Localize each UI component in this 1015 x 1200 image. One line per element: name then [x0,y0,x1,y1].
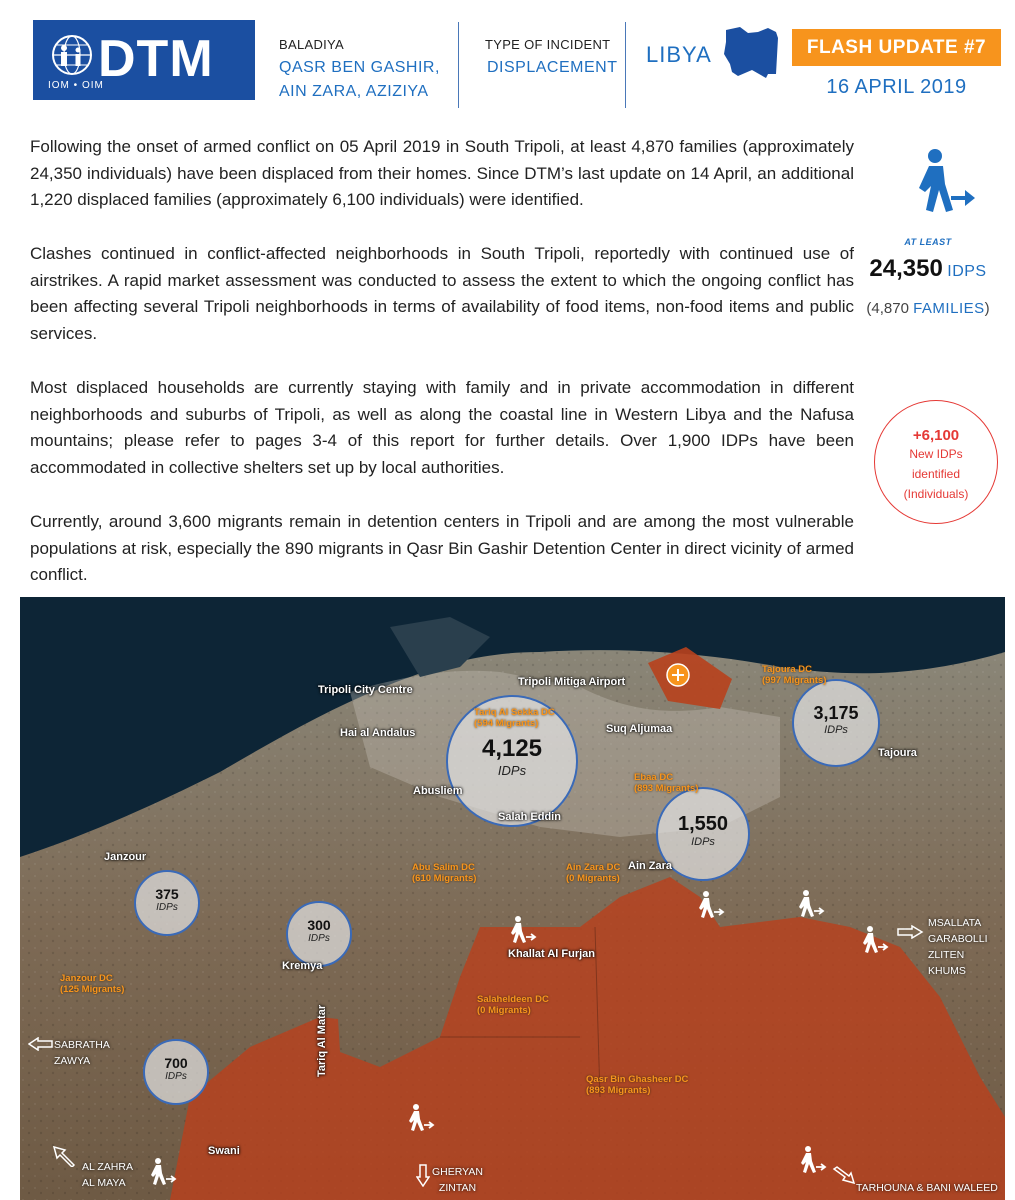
route-destination: AL ZAHRA [82,1161,133,1173]
dc-tajoura [762,664,826,686]
dc-ebaa [634,772,698,794]
dc-migrants: (997 Migrants) [762,675,827,686]
route-southeast-destination: TARHOUNA & BANI WALEED [856,1182,998,1194]
place-salah-eddin: Salah Eddin [498,811,561,823]
route-arrow-west-icon [28,1037,54,1051]
place-tariq-al-matar: Tariq Al Matar [316,1004,328,1077]
new-idps-badge [874,400,998,524]
new-idps-line-3: (Individuals) [903,487,969,501]
route-south-destinations [422,1164,483,1196]
dc-name: Tariq Al Sekka DC [474,707,555,718]
route-destination: ZAWYA [54,1055,91,1067]
bubble-unit: IDPs [497,763,527,778]
route-destination: SABRATHA [54,1039,110,1051]
families-close: ) [984,300,990,317]
families-value: (4,870 [866,300,909,317]
displacement-icon [798,1145,828,1175]
displacement-icon [696,890,726,920]
at-least-label: AT LEAST [904,237,952,247]
dc-janzour [60,973,124,995]
route-arrow-southwest-icon [52,1145,76,1167]
dc-salaheldeen [477,994,549,1016]
bubble-value: 4,125 [481,735,543,762]
place-khallat-al-furjan: Khallat Al Furjan [508,948,595,960]
route-arrow-southeast-icon [832,1165,856,1185]
bubble-value: 1,550 [677,813,729,835]
displacement-icon [860,925,890,955]
dc-tariq-al-sekka [474,707,555,729]
idp-bubble-janzour [134,870,200,936]
displacement-icon [508,915,538,945]
dc-migrants: (893 Migrants) [634,783,699,794]
route-destination: ZINTAN [438,1182,477,1194]
place-swani: Swani [208,1145,240,1157]
dc-migrants: (0 Migrants) [477,1005,531,1016]
header-divider [458,22,459,108]
dc-name: Qasr Bin Ghasheer DC [586,1074,689,1085]
dc-migrants: (610 Migrants) [412,873,477,884]
paragraph-displacement: Following the onset of armed conflict on 05 April 2019 in South Tripoli, at least 4,870 families (approximately 24,350 individuals) have been displaced from their homes. Since DTM’s last update on 14 April, an additional 1,220 displaced families (approximately 6,100 individuals) were identified. [30,137,854,209]
dc-name: Janzour DC [60,973,113,984]
dc-name: Ebaa DC [634,772,674,783]
dc-name: Ain Zara DC [566,862,621,873]
place-tripoli-city-centre: Tripoli City Centre [318,684,413,696]
flash-update-badge: FLASH UPDATE #7 [792,29,1001,66]
baladiya-value-2: AIN ZARA, AZIZIYA [279,83,429,100]
place-tajoura: Tajoura [878,747,917,759]
route-southwest-destinations [82,1159,133,1191]
header-divider [625,22,626,108]
libya-map-icon [722,24,782,80]
idp-bubble-tajoura [792,679,880,767]
route-destination: AL MAYA [82,1177,126,1189]
iom-emblem-icon [50,32,94,78]
families-total [848,300,1008,317]
route-destination: MSALLATA [928,917,982,929]
new-idps-value: +6,100 [912,427,960,444]
dc-name: Tajoura DC [762,664,812,675]
logo-subtitle: IOM • OIM [48,80,104,91]
country-name: LIBYA [646,42,712,67]
displaced-person-icon [913,148,977,216]
bubble-value: 700 [164,1055,188,1071]
families-unit: FAMILIES [913,300,985,317]
paragraph-accommodation: Most displaced households are currently staying with family and in private accommodation in different neighborhoods and suburbs of Tripoli, as well as along the coastal line in Western Libya and the Nafusa mountains; please refer to pages 3-4 of this report for further details. Over 1,900 IDPs have been accommodated in collective shelters set up by local authorities. [30,378,854,477]
displacement-icon [796,889,826,919]
bubble-unit: IDPs [156,902,178,913]
incident-label: TYPE OF INCIDENT [485,37,611,52]
place-suq-aljumaa: Suq Aljumaa [606,723,673,735]
idps-total [848,255,1008,283]
displacement-map [20,597,1005,1200]
dc-name: Salaheldeen DC [477,994,549,1005]
bubble-value: 3,175 [813,703,859,723]
new-idps-line-1: New IDPs [909,447,963,461]
idp-bubble-kremya [286,901,352,967]
route-east-destinations [928,915,988,979]
route-destination: KHUMS [928,965,966,977]
route-arrow-east-icon [896,925,924,939]
bubble-value: 375 [155,886,179,902]
place-mitiga-airport: Tripoli Mitiga Airport [518,676,626,688]
place-ain-zara: Ain Zara [628,860,673,872]
dc-migrants: (125 Migrants) [60,984,125,995]
paragraph-clashes: Clashes continued in conflict-affected neighborhoods in South Tripoli, reportedly with continued use of airstrikes. A rapid market assessment was conducted to assess the extent to which the ongoing conflict has been affecting several Tripoli neighborhoods in terms of availability of food items, non-food items and public services. [30,244,854,343]
idp-bubble-swani [143,1039,209,1105]
dc-abu-salim [412,862,476,884]
report-date: 16 APRIL 2019 [826,76,967,98]
place-janzour: Janzour [104,851,147,863]
dc-qasr-bin-ghasheer [586,1074,688,1096]
bubble-unit: IDPs [165,1071,187,1082]
baladiya-label: BALADIYA [279,37,345,52]
place-hai-al-andalus: Hai al Andalus [340,727,416,739]
route-destination: GHERYAN [432,1166,483,1178]
place-kremya: Kremya [282,960,323,972]
dc-migrants: (0 Migrants) [566,873,620,884]
baladiya-value-1: QASR BEN GASHIR, [279,59,440,76]
bubble-value: 300 [307,917,331,933]
displacement-icon [406,1103,436,1133]
route-destination: GARABOLLI [928,933,988,945]
logo-wordmark: DTM [98,30,214,88]
displacement-icon [148,1157,178,1187]
incident-value: DISPLACEMENT [487,59,618,76]
dc-migrants: (893 Migrants) [586,1085,651,1096]
place-abusliem: Abusliem [413,785,463,797]
dc-migrants: (594 Migrants) [474,718,539,729]
idps-unit: IDPS [947,263,987,280]
paragraph-migrants: Currently, around 3,600 migrants remain in detention centers in Tripoli and are among the most vulnerable populations at risk, especially the 890 migrants in Qasr Bin Gashir Detention Center in direct vicinity of armed conflict. [30,512,854,584]
dc-name: Abu Salim DC [412,862,475,873]
route-destination: ZLITEN [928,949,965,961]
bubble-unit: IDPs [691,836,715,848]
bubble-unit: IDPs [308,933,330,944]
bubble-unit: IDPs [824,724,848,736]
new-idps-line-2: identified [911,467,961,481]
route-west-destinations [54,1037,110,1069]
dc-ain-zara [566,862,620,884]
idps-value: 24,350 [869,255,943,282]
